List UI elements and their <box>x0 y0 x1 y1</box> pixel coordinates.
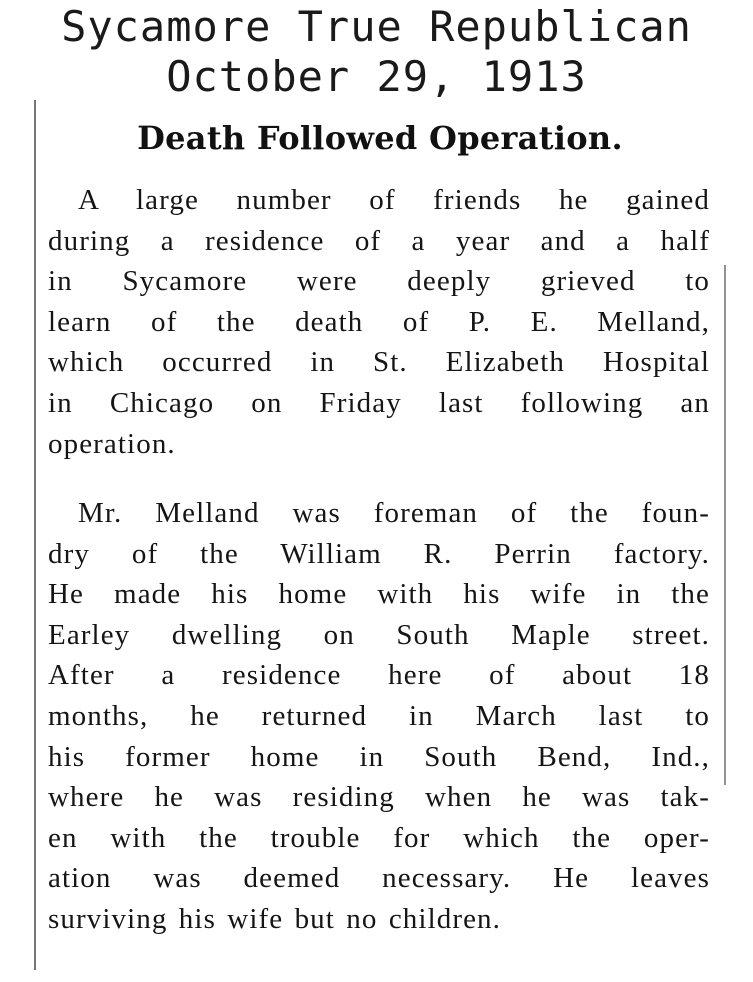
paragraph-line: learn of the death of P. E. Melland, <box>48 305 710 338</box>
paragraph-line: ation was deemed necessary. He leaves <box>48 862 710 895</box>
paragraph-line: where he was residing when he was tak- <box>48 781 710 814</box>
paragraph-line: operation. <box>48 427 176 460</box>
newspaper-clipping <box>0 100 753 982</box>
masthead-date: October 29, 1913 <box>166 52 587 101</box>
paragraph-line: surviving his wife but no children. <box>48 902 502 935</box>
masthead <box>0 0 753 102</box>
article-paragraph-2 <box>48 493 710 940</box>
paragraph-line: his former home in South Bend, Ind., <box>48 740 710 773</box>
paragraph-line: A large number of friends he gained <box>78 184 710 216</box>
paragraph-line: during a residence of a year and a half <box>48 224 710 257</box>
masthead-newspaper-name: Sycamore True Republican <box>61 2 692 51</box>
column-rule-left <box>34 100 36 970</box>
article-paragraph-1 <box>48 180 710 464</box>
paragraph-line: en with the trouble for which the oper- <box>48 821 710 854</box>
paragraph-line: which occurred in St. Elizabeth Hospital <box>48 346 710 379</box>
paragraph-line: in Chicago on Friday last following an <box>48 386 710 419</box>
paragraph-line: months, he returned in March last to <box>48 699 710 732</box>
paragraph-line: in Sycamore were deeply grieved to <box>48 265 710 298</box>
paragraph-line: He made his home with his wife in the <box>48 578 710 611</box>
paragraph-line: Earley dwelling on South Maple street. <box>48 618 710 651</box>
paragraph-line: After a residence here of about 18 <box>48 659 710 692</box>
paragraph-line: dry of the William R. Perrin factory. <box>48 537 710 570</box>
paragraph-line: Mr. Melland was foreman of the foun- <box>78 497 710 529</box>
article-headline: Death Followed Operation. <box>137 119 623 157</box>
column-rule-right <box>724 265 726 785</box>
